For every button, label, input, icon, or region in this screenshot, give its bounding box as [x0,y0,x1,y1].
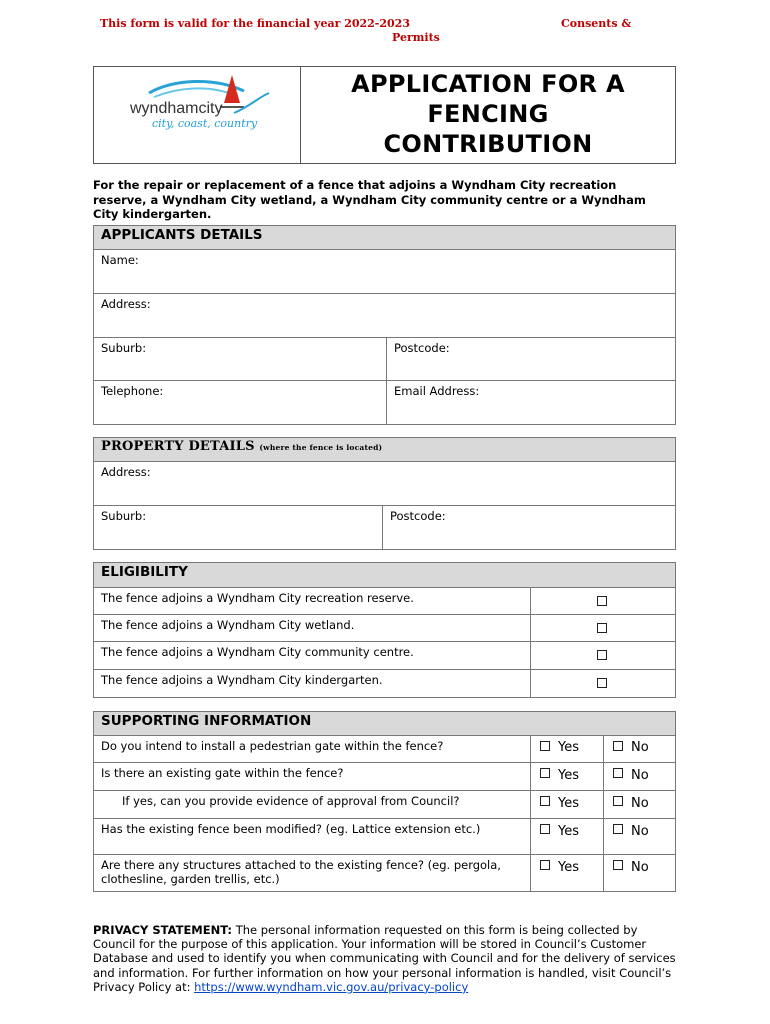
eligibility-check-cell [530,587,676,615]
address-label: Address: [101,297,151,311]
applicant-postcode-field[interactable] [386,337,676,381]
property-address-label: Address: [101,465,151,479]
eligibility-check-cell [530,641,676,670]
intro-text: For the repair or replacement of a fence that adjoins a Wyndham City recreation reserve, a Wyndham City wetland, a Wyndham City community centre or a Wyndham City kindergarten. [93,178,646,221]
eligibility-item: The fence adjoins a Wyndham City wetland. [93,614,531,642]
yes-cell [530,735,604,763]
wyndham-logo [94,67,300,163]
yes-cell [530,790,604,819]
supporting-question: Is there an existing gate within the fence? [93,762,531,791]
title-line1: APPLICATION FOR A [351,70,625,98]
property-postcode-label: Postcode: [390,509,446,523]
department-line2: Permits [392,31,440,44]
kindergarten-checkbox[interactable] [597,678,607,688]
applicant-heading: APPLICANTS DETAILS [93,225,676,250]
yes-label: Yes [558,768,579,783]
eligibility-item: The fence adjoins a Wyndham City community centre. [93,641,531,670]
property-heading-text: PROPERTY DETAILS [101,439,255,454]
no-label: No [631,860,649,875]
q2-yes-checkbox[interactable] [540,768,550,778]
form-title [300,66,676,164]
no-label: No [631,824,649,839]
property-suburb-field[interactable] [93,505,383,550]
q2-no-checkbox[interactable] [613,768,623,778]
eligibility-item: The fence adjoins a Wyndham City kindergarten. [93,669,531,698]
no-label: No [631,796,649,811]
title-line3: CONTRIBUTION [383,130,593,158]
logo-wordmark: wyndhamcity [130,100,223,117]
no-cell [603,854,676,892]
applicant-name-field[interactable] [93,249,676,294]
privacy-statement [93,923,683,994]
no-label: No [631,740,649,755]
applicant-address-field[interactable] [93,293,676,338]
community-centre-checkbox[interactable] [597,650,607,660]
q1-yes-checkbox[interactable] [540,741,550,751]
privacy-label: PRIVACY STATEMENT: [93,923,233,937]
yes-cell [530,818,604,855]
q1-no-checkbox[interactable] [613,741,623,751]
suburb-label: Suburb: [101,341,147,355]
logo-box [93,66,301,164]
name-label: Name: [101,253,139,267]
q4-no-checkbox[interactable] [613,824,623,834]
property-suburb-label: Suburb: [101,509,147,523]
applicant-telephone-field[interactable] [93,380,387,425]
q3-no-checkbox[interactable] [613,796,623,806]
q3-yes-checkbox[interactable] [540,796,550,806]
property-address-field[interactable] [93,461,676,506]
title-line2: FENCING [427,100,549,128]
yes-cell [530,762,604,791]
no-cell [603,762,676,791]
q5-no-checkbox[interactable] [613,860,623,870]
no-cell [603,790,676,819]
postcode-label: Postcode: [394,341,450,355]
yes-label: Yes [558,796,579,811]
eligibility-check-cell [530,614,676,642]
property-heading [93,437,676,462]
reserve-checkbox[interactable] [597,596,607,606]
yes-label: Yes [558,824,579,839]
supporting-question: If yes, can you provide evidence of approval from Council? [93,790,531,819]
telephone-label: Telephone: [101,384,164,398]
no-cell [603,818,676,855]
yes-cell [530,854,604,892]
wetland-checkbox[interactable] [597,623,607,633]
property-heading-note: (where the fence is located) [259,443,383,452]
applicant-suburb-field[interactable] [93,337,387,381]
eligibility-check-cell [530,669,676,698]
yes-label: Yes [558,740,579,755]
supporting-heading: SUPPORTING INFORMATION [93,711,676,736]
department-line1: Consents & [561,17,632,30]
q5-yes-checkbox[interactable] [540,860,550,870]
applicant-email-field[interactable] [386,380,676,425]
supporting-question: Are there any structures attached to the existing fence? (eg. pergola, clothesline, garden trellis, etc.) [93,854,531,892]
yes-label: Yes [558,860,579,875]
no-cell [603,735,676,763]
eligibility-item: The fence adjoins a Wyndham City recreation reserve. [93,587,531,615]
privacy-policy-link[interactable]: https://www.wyndham.vic.gov.au/privacy-policy [194,979,469,994]
email-label: Email Address: [394,384,480,398]
eligibility-heading: ELIGIBILITY [93,562,676,588]
supporting-question: Has the existing fence been modified? (eg. Lattice extension etc.) [93,818,531,855]
logo-tagline: city, coast, country [152,117,258,130]
supporting-question: Do you intend to install a pedestrian gate within the fence? [93,735,531,763]
property-postcode-field[interactable] [382,505,676,550]
validity-notice: This form is valid for the financial year 2022-2023 [100,17,410,30]
privacy-text: The personal information requested on this form is being collected by Council for the purpose of this application. Your information will be stored in Council’s Customer Database and used to identify you when communicating with Council and for the delivery of services and information. For further information on how your personal information is handled, visit Council’s Privacy Policy at: [93,923,676,994]
q4-yes-checkbox[interactable] [540,824,550,834]
no-label: No [631,768,649,783]
